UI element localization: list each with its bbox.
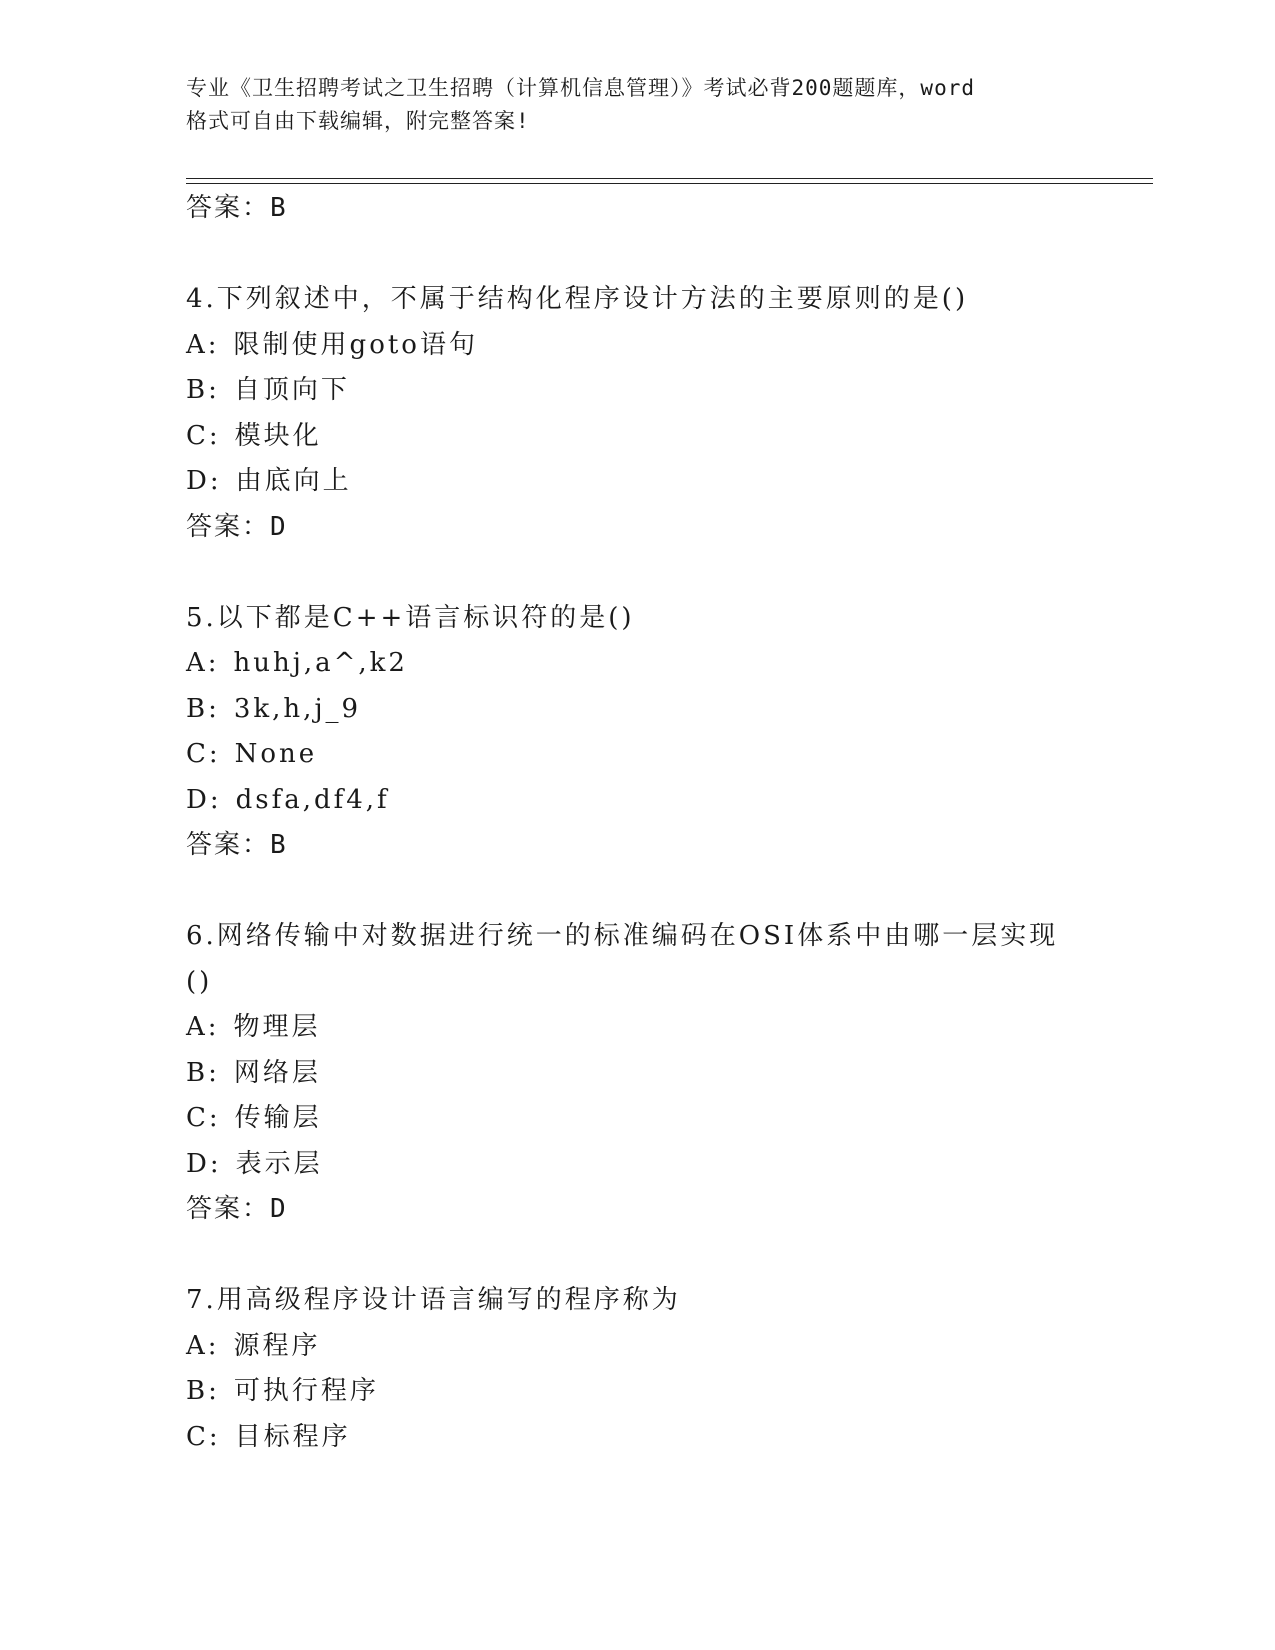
option-label: D: (186, 784, 222, 815)
answer-line: 答案：B (186, 193, 288, 223)
option-label: C: (186, 420, 221, 451)
option-line (186, 732, 1146, 778)
question-text: 4.下列叙述中，不属于结构化程序设计方法的主要原则的是() (186, 284, 969, 314)
option-label: A: (186, 1012, 220, 1042)
question-text: 5.以下都是C++语言标识符的是() (186, 602, 635, 633)
option-line (186, 1005, 1146, 1051)
header-rule-bottom (186, 183, 1153, 184)
option-label: B: (186, 1376, 220, 1406)
option-line (186, 1051, 1146, 1097)
header-line-1: 专业《卫生招聘考试之卫生招聘（计算机信息管理）》考试必背200题题库，word (186, 76, 975, 100)
option-line (186, 641, 1146, 687)
option-text: 目标程序 (234, 1421, 351, 1452)
question-text: 6.网络传输中对数据进行统一的标准编码在OSI体系中由哪一层实现 (186, 921, 1059, 951)
option-text: dsfa,df4,f (235, 784, 390, 815)
option-line (186, 1369, 1146, 1415)
option-label: B: (186, 1057, 220, 1088)
option-line (186, 1324, 1146, 1370)
option-label: B: (186, 693, 220, 724)
question-text: 7.用高级程序设计语言编写的程序称为 (186, 1285, 681, 1315)
question-block (186, 1278, 1146, 1460)
option-text: 限制使用goto语句 (233, 329, 478, 360)
question-list (186, 186, 1146, 1460)
option-line (186, 778, 1146, 824)
option-label: C: (186, 1421, 221, 1452)
option-text: 物理层 (233, 1012, 321, 1042)
spacer (186, 869, 1146, 915)
header-rule-top (186, 178, 1153, 179)
question-block (186, 914, 1146, 1233)
spacer (186, 1233, 1146, 1279)
option-text: 由底向上 (235, 466, 352, 496)
option-text: 自顶向下 (233, 375, 350, 405)
option-text: 可执行程序 (233, 1376, 379, 1406)
option-text: 源程序 (233, 1330, 321, 1361)
option-line (186, 1142, 1146, 1188)
answer-line: 答案：D (186, 511, 288, 542)
question-block (186, 596, 1146, 869)
option-label: A: (186, 648, 220, 678)
option-label: B: (186, 375, 220, 405)
option-label: D: (186, 1148, 222, 1179)
option-label: A: (186, 1330, 220, 1361)
option-line (186, 414, 1146, 460)
option-text: None (234, 739, 318, 769)
option-line (186, 1415, 1146, 1461)
spacer (186, 232, 1146, 278)
option-line (186, 687, 1146, 733)
option-text: 模块化 (234, 420, 322, 451)
question-block (186, 277, 1146, 550)
option-text: 网络层 (233, 1057, 321, 1088)
option-line (186, 368, 1146, 414)
header-line-2: 格式可自由下载编辑，附完整答案! (186, 109, 530, 133)
document-header (186, 72, 1086, 138)
option-label: C: (186, 1103, 221, 1133)
option-line (186, 459, 1146, 505)
option-label: D: (186, 466, 222, 496)
spacer (186, 550, 1146, 596)
option-label: C: (186, 739, 221, 769)
option-text: 表示层 (235, 1148, 323, 1179)
answer-line: 答案：B (186, 830, 288, 860)
option-line (186, 1096, 1146, 1142)
option-text: 传输层 (234, 1103, 322, 1133)
option-text: 3k,h,j_9 (233, 693, 362, 724)
option-label: A: (186, 329, 220, 360)
option-text: huhj,a^,k2 (233, 648, 408, 678)
option-line (186, 323, 1146, 369)
question-text-continued: () (186, 966, 213, 997)
answer-line: 答案：D (186, 1194, 288, 1224)
